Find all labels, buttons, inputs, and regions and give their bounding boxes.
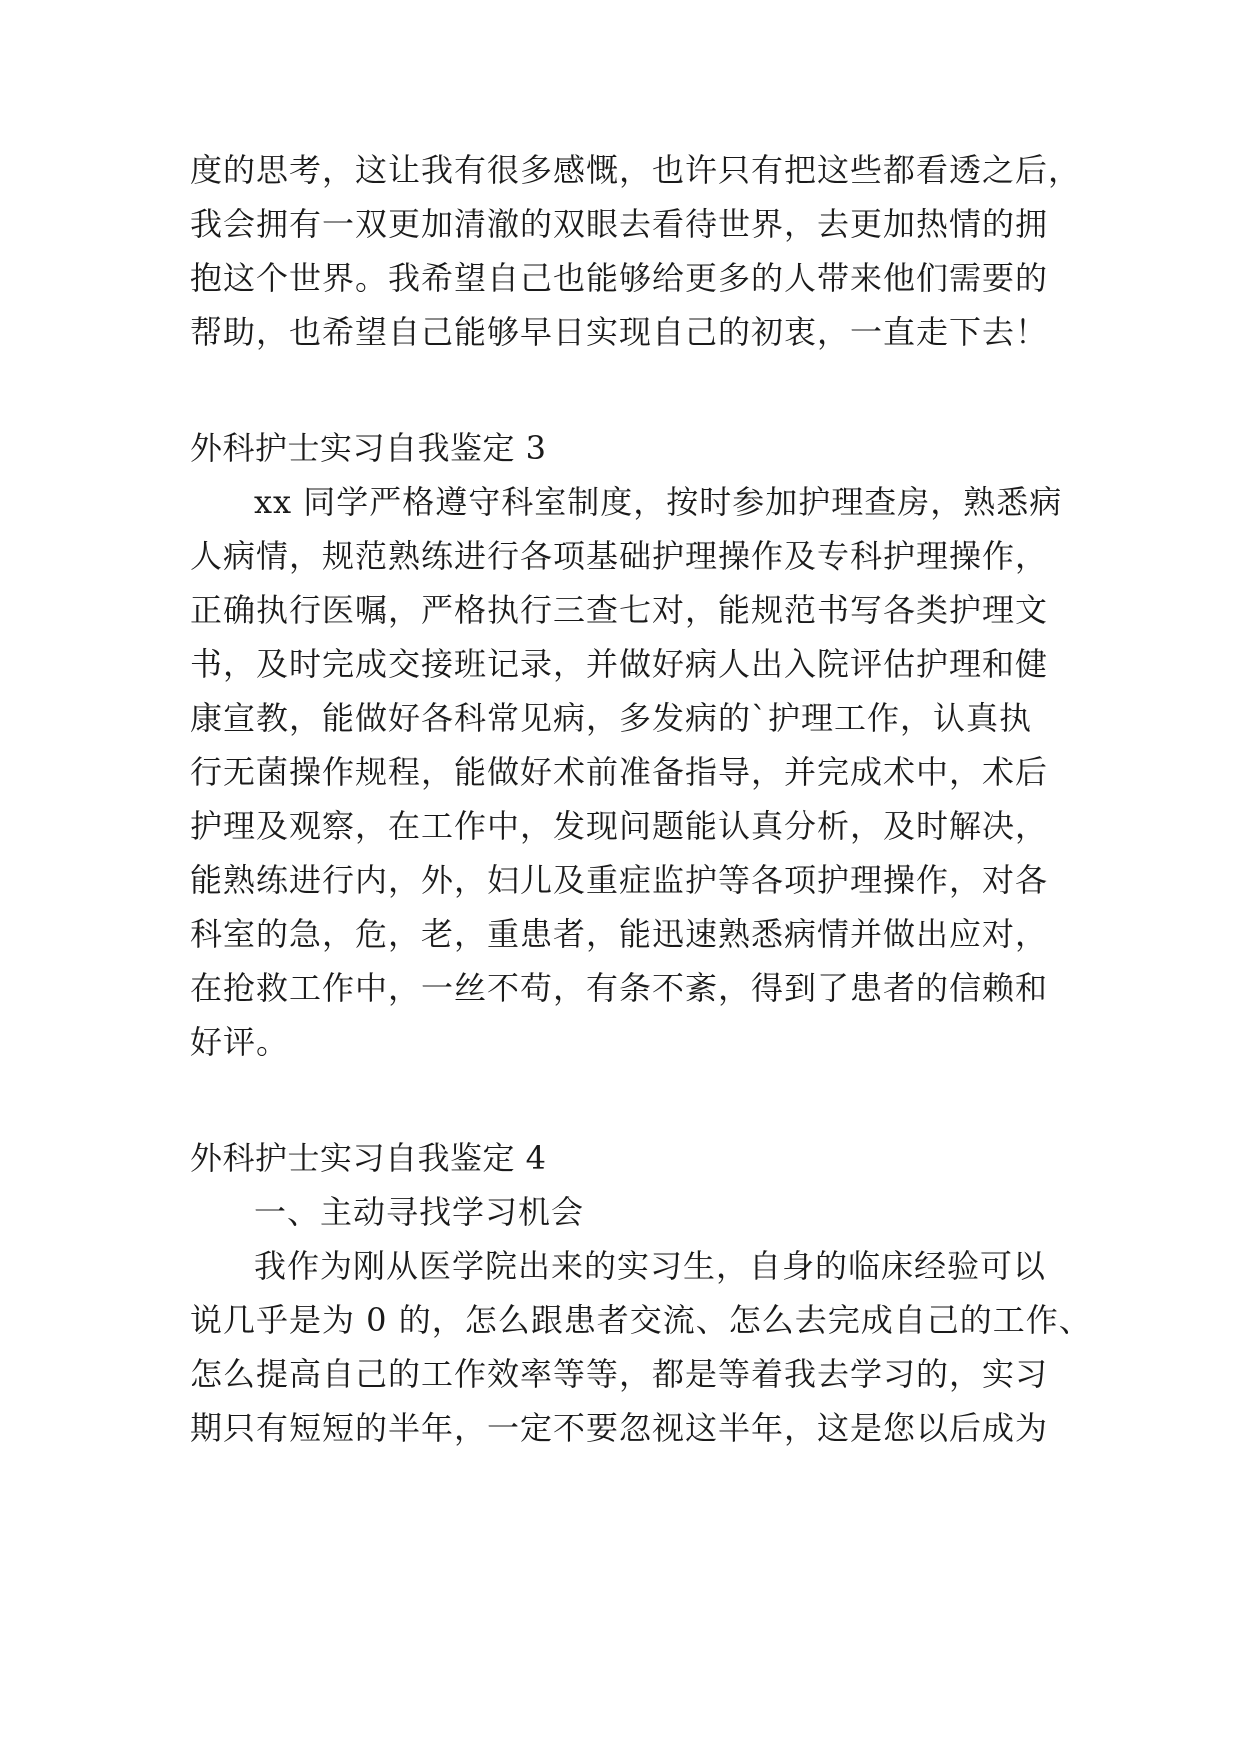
paragraph-line: 期只有短短的半年，一定不要忽视这半年，这是您以后成为 — [190, 1409, 1049, 1447]
paragraph-line: 抱这个世界。我希望自己也能够给更多的人带来他们需要的 — [190, 259, 1049, 297]
section-heading-3: 外科护士实习自我鉴定 3 — [190, 429, 547, 467]
paragraph-line: 书，及时完成交接班记录，并做好病人出入院评估护理和健 — [190, 645, 1049, 683]
subheading: 一、主动寻找学习机会 — [254, 1193, 585, 1231]
paragraph-line: 在抢救工作中，一丝不苟，有条不紊，得到了患者的信赖和 — [190, 969, 1049, 1007]
section-heading-4: 外科护士实习自我鉴定 4 — [190, 1139, 547, 1177]
paragraph-line: 度的思考，这让我有很多感慨，也许只有把这些都看透之后， — [190, 151, 1082, 189]
paragraph-line: 我作为刚从医学院出来的实习生，自身的临床经验可以 — [254, 1247, 1047, 1285]
paragraph-line: xx 同学严格遵守科室制度，按时参加护理查房，熟悉病 — [254, 483, 1063, 521]
paragraph-line: 说几乎是为 0 的，怎么跟患者交流、怎么去完成自己的工作、 — [190, 1301, 1092, 1339]
paragraph-line: 康宣教，能做好各科常见病，多发病的`护理工作，认真执 — [190, 699, 1033, 737]
paragraph-line: 我会拥有一双更加清澈的双眼去看待世界，去更加热情的拥 — [190, 205, 1049, 243]
paragraph-line: 好评。 — [190, 1023, 290, 1061]
paragraph-line: 人病情，规范熟练进行各项基础护理操作及专科护理操作， — [190, 537, 1049, 575]
paragraph-line: 帮助，也希望自己能够早日实现自己的初衷，一直走下去！ — [190, 313, 1049, 351]
paragraph-line: 科室的急，危，老，重患者，能迅速熟悉病情并做出应对， — [190, 915, 1049, 953]
paragraph-line: 护理及观察，在工作中，发现问题能认真分析，及时解决， — [190, 807, 1049, 845]
paragraph-line: 正确执行医嘱，严格执行三查七对，能规范书写各类护理文 — [190, 591, 1049, 629]
paragraph-line: 怎么提高自己的工作效率等等，都是等着我去学习的，实习 — [190, 1355, 1049, 1393]
paragraph-line: 行无菌操作规程，能做好术前准备指导，并完成术中，术后 — [190, 753, 1049, 791]
paragraph-line: 能熟练进行内，外，妇儿及重症监护等各项护理操作，对各 — [190, 861, 1049, 899]
